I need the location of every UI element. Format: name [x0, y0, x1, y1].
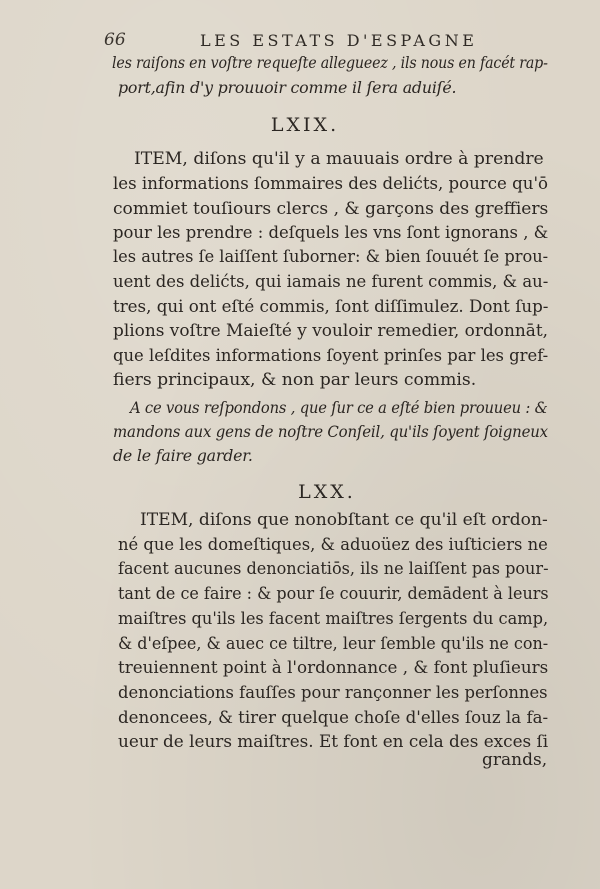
paragraph-line: plions voſtre Maieſté y vouloir remedier, ordonnāt,: [113, 321, 549, 341]
paragraph-line: denonciations fauſſes pour rançonner les perſonnes: [118, 683, 548, 703]
paragraph-line: ITEM, diſons qu'il y a mauuais ordre à prendre: [134, 149, 544, 169]
intro-line: les raiſons en voſtre requeſte allegueez , ils nous en facét rap-: [112, 53, 548, 72]
paragraph-line: tant de ce faire : & pour ſe couurir, demādent à leurs: [118, 584, 549, 604]
paragraph-line: ITEM, diſons que nonobſtant ce qu'il eſt ordon-: [140, 510, 548, 530]
paragraph-line: les informations ſommaires des delićts, pource qu'ō: [113, 174, 548, 194]
section-numeral-lxx: LXX.: [298, 481, 356, 503]
paragraph-line: ueur de leurs maiſtres. Et font en cela des exces ſi: [118, 732, 549, 752]
paragraph-line: tres, qui ont eſté commis, ſont diſſimulez. Dont ſup-: [113, 297, 549, 317]
paragraph-line: les autres ſe laiſſent ſuborner: & bien ſouuét ſe prou-: [113, 247, 549, 267]
page-number: 66: [104, 30, 126, 50]
paragraph-line: denoncees, & tirer quelque choſe d'elles ſouz la fa-: [118, 708, 549, 728]
paragraph-line: que leſdites informations ſoyent prinſes par les gref-: [113, 346, 549, 366]
paragraph-line: pour les prendre : deſquels les vns ſont ignorans , &: [113, 223, 549, 243]
paragraph-line: fiers principaux, & non par leurs commis.: [113, 370, 477, 390]
page-header: [104, 30, 564, 54]
response-line: A ce vous reſpondons , que ſur ce a eſté bien prouueu : &: [130, 398, 548, 417]
paragraph-line: maiſtres qu'ils les facent maiſtres ſergents du camp,: [118, 609, 549, 629]
response-line: de le faire garder.: [113, 446, 253, 465]
paragraph-line: commiet touſiours clercs , & garçons des greffiers: [113, 199, 549, 219]
paragraph-line: treuiennent point à l'ordonnance , & font pluſieurs: [118, 658, 549, 678]
intro-line: port,afin d'y prouuoir comme il ſera aduiſé.: [118, 78, 457, 97]
paragraph-line: & d'eſpee, & auec ce tiltre, leur ſemble qu'ils ne con-: [118, 634, 549, 654]
paragraph-line: né que les domeſtiques, & aduoüez des iuſticiers ne: [118, 535, 548, 555]
paragraph-line: uent des delićts, qui iamais ne furent commis, & au-: [113, 272, 549, 292]
running-head: LES ESTATS D'ESPAGNE: [200, 31, 478, 50]
response-line: mandons aux gens de noſtre Conſeil, qu'ils ſoyent ſoigneux: [113, 422, 548, 441]
catchword: grands,: [482, 750, 548, 770]
section-numeral-lxix: LXIX.: [270, 114, 340, 136]
paragraph-line: facent aucunes denonciatiōs, ils ne laiſſent pas pour-: [118, 559, 549, 579]
